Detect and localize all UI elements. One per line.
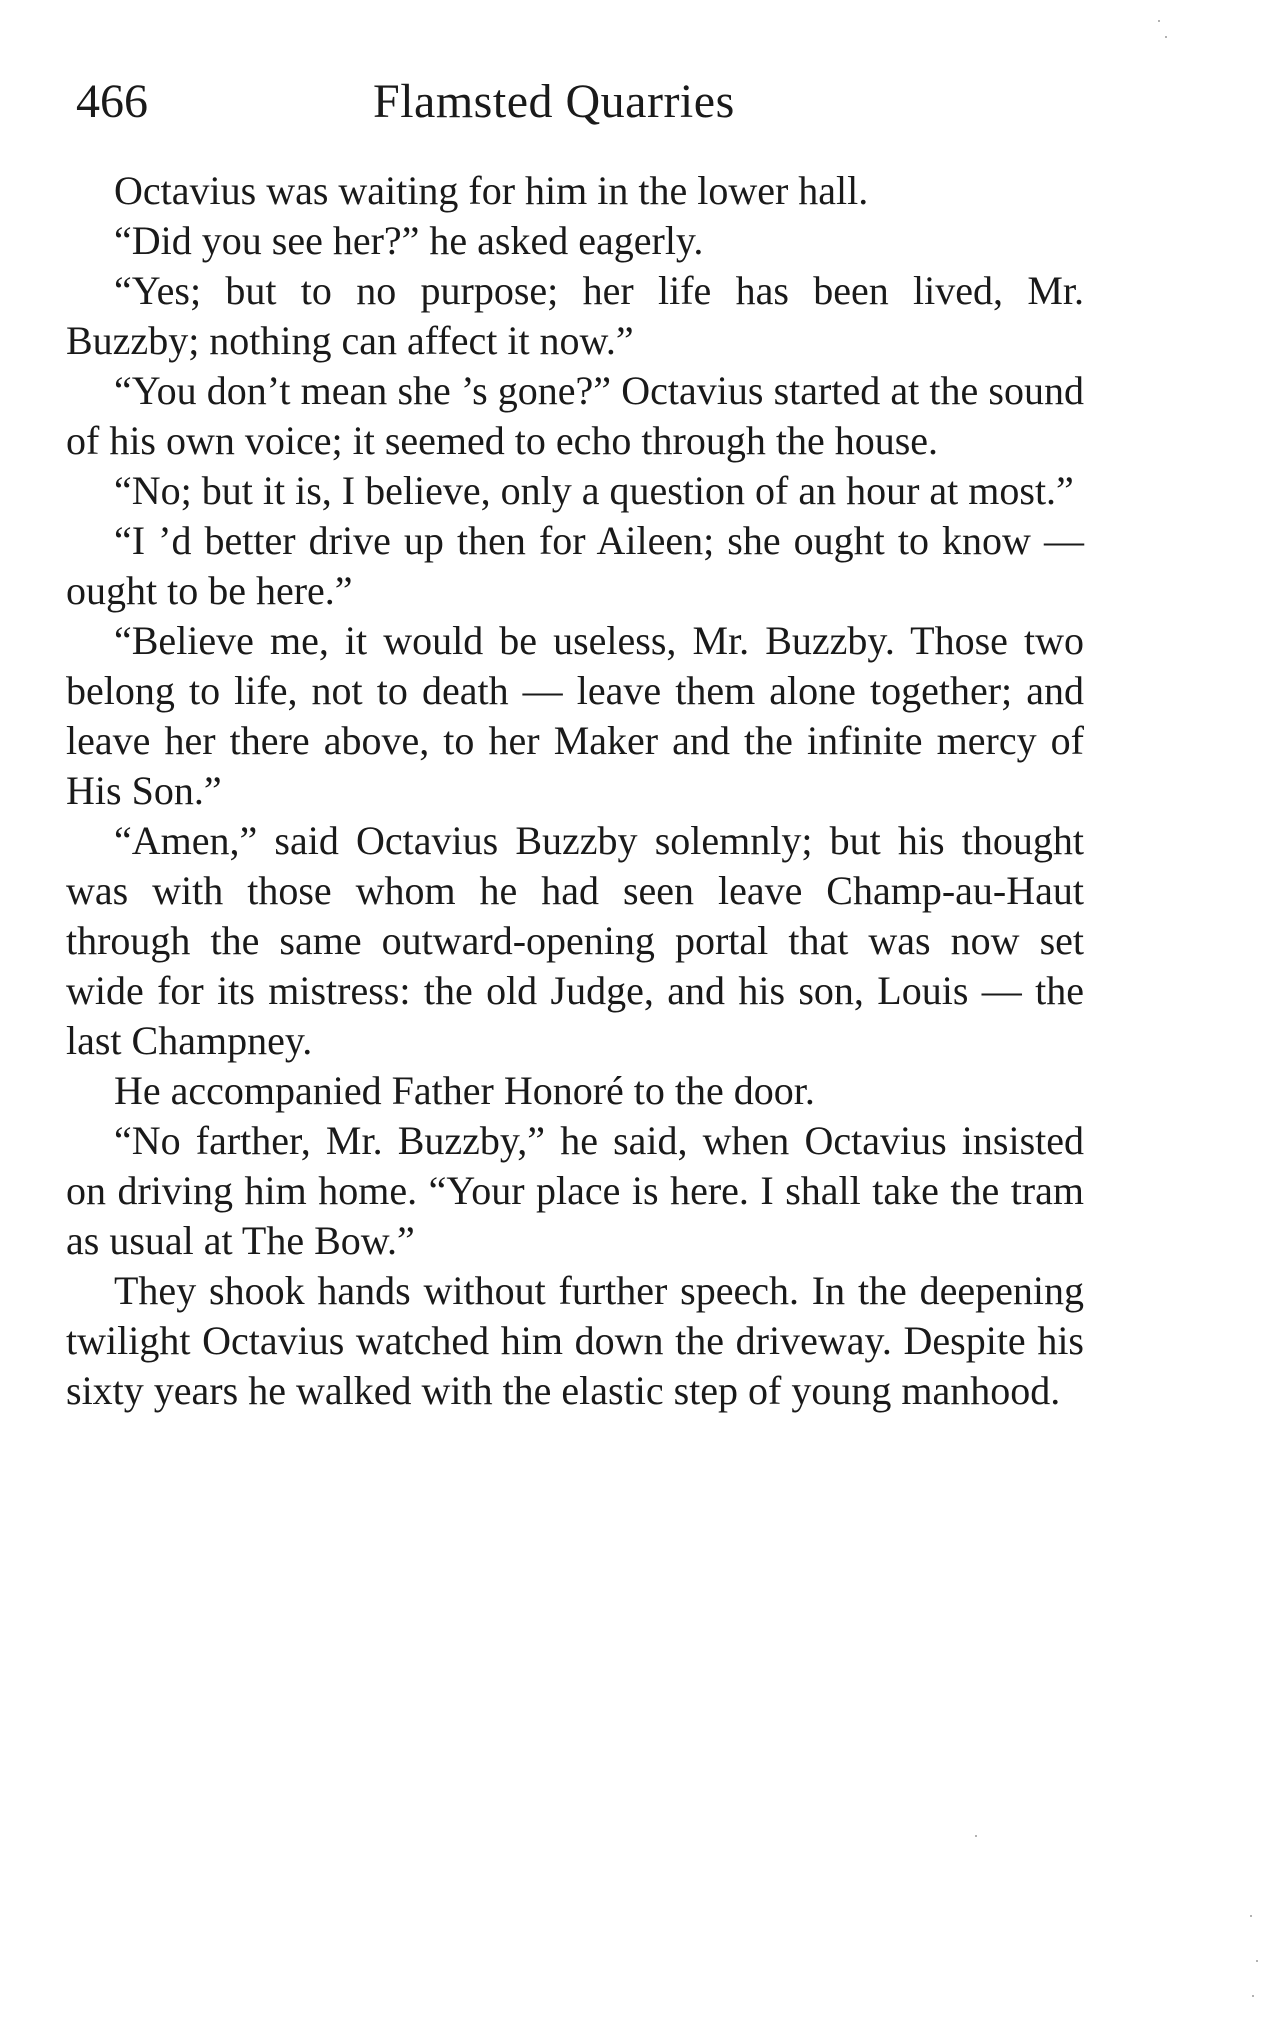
paper-speck — [1256, 1960, 1258, 1962]
paper-speck — [975, 1835, 977, 1837]
paragraph: They shook hands without further speech. In the deepening twilight Octavius watched him down the driveway. Despite his sixty years he walked with the elastic step of young manhood. — [66, 1268, 1084, 1413]
paragraph: “No farther, Mr. Buzzby,” he said, when Octavius insisted on driving him home. “Your place is here. I shall take the tram as usual at The Bow.” — [66, 1118, 1084, 1263]
paragraph: “Believe me, it would be useless, Mr. Buzzby. Those two belong to life, not to death — leave them alone together; and leave her there above, to her Maker and the infinite mercy of His Son.” — [66, 618, 1084, 813]
paper-speck — [1252, 1995, 1254, 1997]
paragraph: “I ’d better drive up then for Aileen; she ought to know — ought to be here.” — [66, 518, 1084, 613]
running-title: Flamsted Quarries — [373, 75, 735, 128]
paper-speck — [1165, 36, 1167, 38]
page-number: 466 — [76, 75, 148, 128]
paragraph: Octavius was waiting for him in the lower hall. — [114, 168, 869, 213]
paragraph: “Yes; but to no purpose; her life has been lived, Mr. Buzzby; nothing can affect it now.” — [66, 268, 1084, 363]
paragraph: He accompanied Father Honoré to the door. — [114, 1068, 815, 1113]
body-text — [66, 166, 1084, 1416]
running-head — [68, 72, 1088, 132]
paragraph: “Did you see her?” he asked eagerly. — [114, 218, 704, 263]
paragraph: “Amen,” said Octavius Buzzby solemnly; but his thought was with those whom he had seen leave Champ-au-Haut through the same outward-opening portal that was now set wide for its mistress: the old Judge, and his son, Louis — the last Champney. — [66, 818, 1084, 1063]
paper-speck — [1158, 20, 1160, 22]
paper-speck — [1250, 1915, 1252, 1917]
paragraph: “No; but it is, I believe, only a question of an hour at most.” — [114, 468, 1074, 513]
paragraph: “You don’t mean she ’s gone?” Octavius started at the sound of his own voice; it seemed to echo through the house. — [66, 368, 1084, 463]
